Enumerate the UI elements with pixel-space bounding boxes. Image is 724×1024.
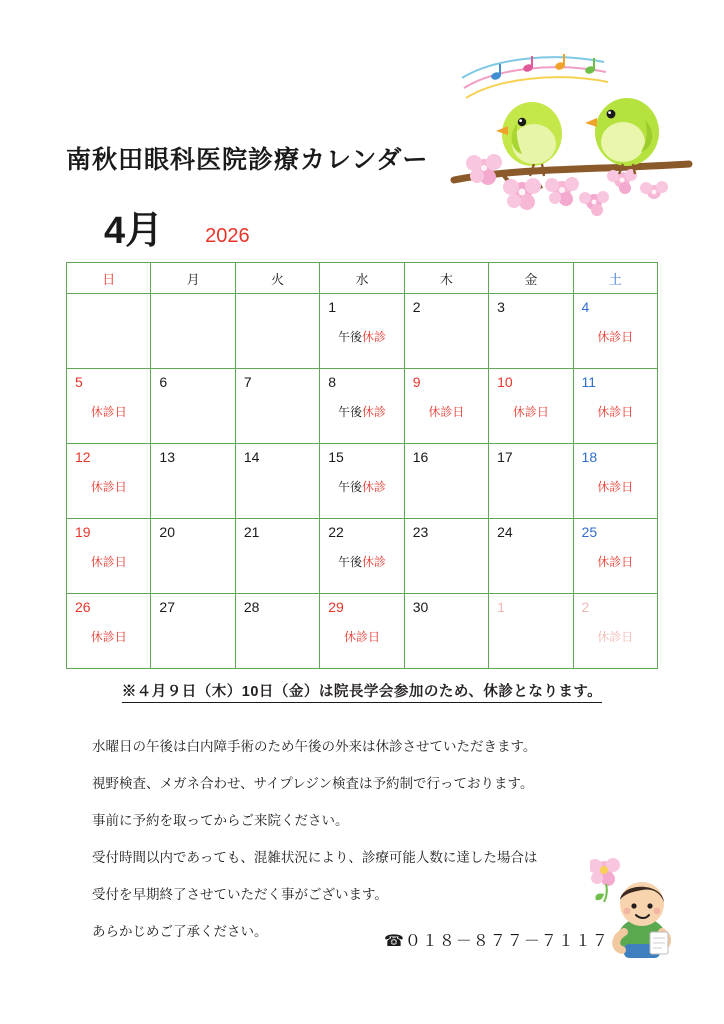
day-number: 16 [412, 449, 429, 465]
calendar-day-cell[interactable] [320, 519, 404, 594]
afternoon-closed-note: 午後休診 [337, 480, 386, 494]
weekday-header-mon: 月 [151, 263, 235, 294]
weekday-header-sat: 土 [573, 263, 657, 294]
day-number: 3 [497, 299, 505, 315]
day-number: 8 [328, 374, 337, 390]
calendar-day-cell[interactable] [235, 369, 319, 444]
day-number: 13 [159, 449, 175, 465]
day-number: 4 [581, 299, 590, 315]
calendar-day-cell[interactable] [235, 519, 319, 594]
afternoon-closed-note: 午後休診 [337, 405, 386, 419]
calendar-day-cell[interactable] [573, 369, 657, 444]
weekday-header-thu: 木 [404, 263, 488, 294]
calendar-day-cell[interactable] [489, 594, 573, 669]
closed-day-note: 休診日 [90, 480, 127, 494]
day-number: 17 [497, 449, 513, 465]
calendar-body [67, 294, 658, 669]
notice-line: 受付を早期終了させていただく事がございます。 [92, 887, 388, 902]
calendar-day-cell[interactable] [235, 594, 319, 669]
calendar-week-row [67, 594, 658, 669]
calendar-day-cell[interactable] [67, 519, 151, 594]
notice-headline [0, 680, 724, 701]
closed-day-note: 休診日 [597, 480, 634, 494]
calendar-day-cell[interactable] [320, 294, 404, 369]
calendar-day-cell[interactable] [67, 369, 151, 444]
birds-cherry-blossom-illustration [444, 40, 694, 220]
calendar-day-cell[interactable] [573, 519, 657, 594]
day-number: 6 [159, 374, 168, 390]
page-title: 南秋田眼科医院診療カレンダー [66, 146, 429, 174]
day-number: 28 [243, 599, 260, 615]
closed-day-note: 休診日 [343, 630, 380, 644]
closed-day-note: 休診日 [597, 405, 634, 419]
day-number: 20 [159, 524, 175, 540]
day-number: 29 [328, 599, 344, 615]
closed-day-note: 休診日 [90, 405, 127, 419]
calendar-day-cell[interactable] [151, 294, 235, 369]
day-number: 10 [497, 374, 513, 390]
afternoon-closed-note: 午後休診 [337, 555, 386, 569]
calendar-day-cell[interactable] [404, 594, 488, 669]
day-number: 25 [581, 524, 598, 540]
day-number: 15 [328, 449, 344, 465]
calendar-day-cell[interactable] [489, 519, 573, 594]
calendar-week-row [67, 444, 658, 519]
weekday-header-wed: 水 [320, 263, 404, 294]
day-number: 19 [75, 524, 91, 540]
day-number: 1 [497, 599, 505, 615]
calendar-day-cell[interactable] [489, 294, 573, 369]
day-number: 22 [328, 524, 344, 540]
calendar-day-cell[interactable] [573, 594, 657, 669]
year-label: 2026 [205, 225, 250, 247]
closed-day-note: 休診日 [90, 555, 127, 569]
day-number: 27 [159, 599, 175, 615]
calendar-day-cell[interactable] [404, 444, 488, 519]
day-number: 11 [581, 374, 597, 390]
weekday-header-tue: 火 [235, 263, 319, 294]
closed-day-note: 休診日 [90, 630, 127, 644]
closed-day-note: 休診日 [597, 555, 634, 569]
calendar-day-cell[interactable] [151, 594, 235, 669]
month-year-heading [104, 212, 250, 250]
afternoon-closed-note: 午後休診 [337, 330, 386, 344]
notice-line: あらかじめご了承ください。 [92, 924, 268, 939]
calendar-week-row [67, 369, 658, 444]
day-number: 7 [243, 374, 252, 390]
phone-number: ☎０１８－８７７－７１１７ [384, 933, 609, 950]
weekday-header-fri: 金 [489, 263, 573, 294]
day-number: 30 [412, 599, 429, 615]
calendar-table [66, 262, 658, 669]
calendar-day-cell[interactable] [320, 594, 404, 669]
calendar-day-cell[interactable] [320, 444, 404, 519]
notice-body [92, 728, 652, 950]
day-number: 2 [412, 299, 421, 315]
calendar-day-cell[interactable] [151, 444, 235, 519]
day-number: 24 [497, 524, 513, 540]
day-number: 12 [75, 449, 91, 465]
closed-day-note: 休診日 [597, 630, 634, 644]
day-number: 26 [75, 599, 91, 615]
day-number: 9 [412, 374, 421, 390]
closed-day-note: 休診日 [512, 405, 549, 419]
calendar-day-cell[interactable] [489, 444, 573, 519]
day-number: 2 [581, 599, 590, 615]
calendar-day-cell[interactable] [404, 519, 488, 594]
day-number: 18 [581, 449, 598, 465]
calendar-day-cell[interactable] [573, 294, 657, 369]
notice-line: 水曜日の午後は白内障手術のため午後の外来は休診させていただきます。 [92, 739, 537, 754]
day-number: 14 [243, 449, 260, 465]
day-number: 5 [75, 374, 83, 390]
calendar-day-cell[interactable] [151, 519, 235, 594]
notice-line: 受付時間以内であっても、混雑状況により、診療可能人数に達した場合は [92, 850, 538, 865]
notice-headline-text: ※４月９日（木）10日（金）は院長学会参加のため、休診となります。 [122, 684, 602, 703]
day-number: 23 [412, 524, 429, 540]
notice-line: 事前に予約を取ってからご来院ください。 [92, 813, 349, 828]
calendar-day-cell[interactable] [235, 294, 319, 369]
calendar-week-row [67, 294, 658, 369]
calendar-day-cell[interactable] [404, 369, 488, 444]
calendar-day-cell[interactable] [151, 369, 235, 444]
calendar-day-cell[interactable] [235, 444, 319, 519]
day-number: 1 [328, 299, 337, 315]
calendar-day-cell[interactable] [67, 594, 151, 669]
calendar-week-row [67, 519, 658, 594]
notice-line: 視野検査、メガネ合わせ、サイプレジン検査は予約制で行っております。 [92, 776, 534, 791]
weekday-header-row [67, 263, 658, 294]
calendar-day-cell[interactable] [573, 444, 657, 519]
closed-day-note: 休診日 [428, 405, 465, 419]
closed-day-note: 休診日 [597, 330, 634, 344]
calendar-day-cell[interactable] [67, 444, 151, 519]
weekday-header-sun: 日 [67, 263, 151, 294]
calendar-day-cell[interactable] [404, 294, 488, 369]
calendar-day-cell[interactable] [67, 294, 151, 369]
calendar-day-cell[interactable] [320, 369, 404, 444]
day-number: 21 [243, 524, 260, 540]
month-label: 4月 [104, 210, 164, 252]
calendar-day-cell[interactable] [489, 369, 573, 444]
